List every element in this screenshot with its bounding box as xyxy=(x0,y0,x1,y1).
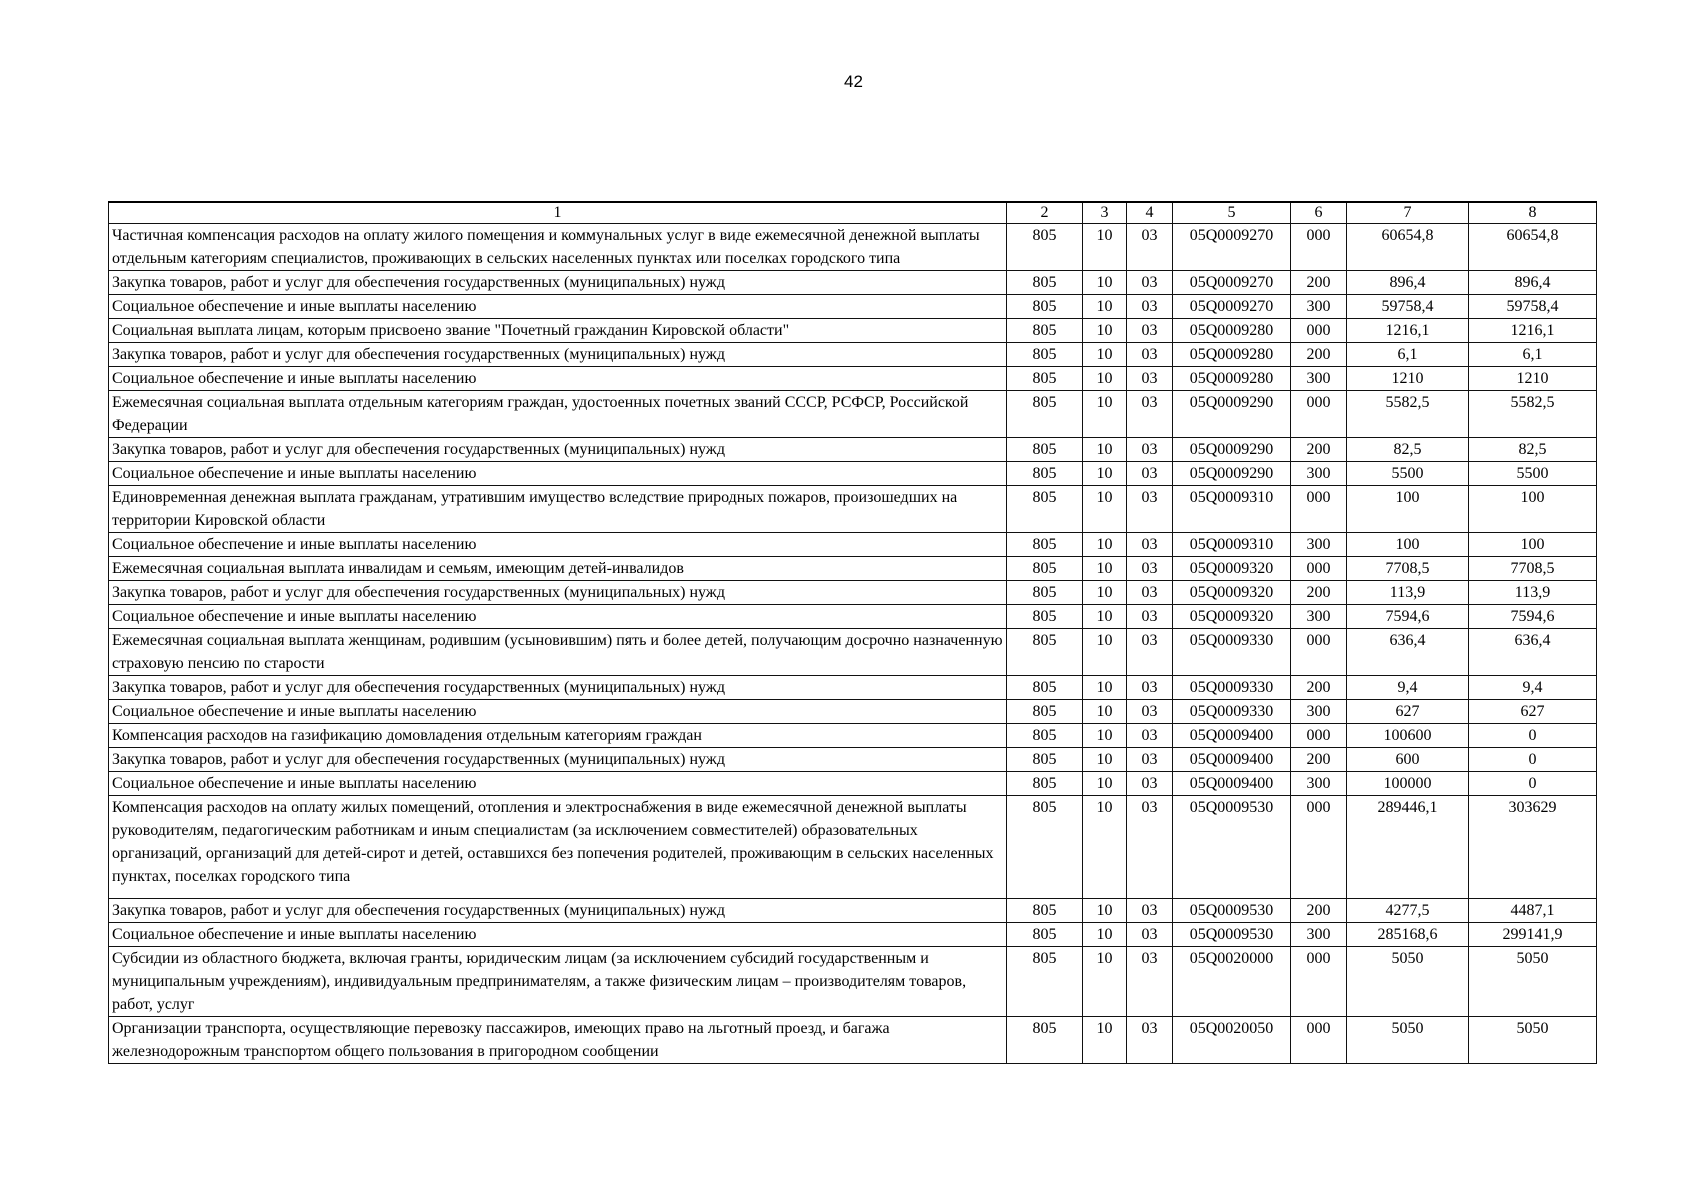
table-row xyxy=(109,700,1597,724)
expense-type-cell: 300 xyxy=(1291,700,1347,724)
expense-type-cell: 200 xyxy=(1291,438,1347,462)
expense-type-cell: 000 xyxy=(1291,319,1347,343)
header-cell: 6 xyxy=(1291,202,1347,224)
section-cell: 10 xyxy=(1083,295,1127,319)
section-cell: 10 xyxy=(1083,923,1127,947)
section-cell: 10 xyxy=(1083,629,1127,676)
section-cell: 10 xyxy=(1083,462,1127,486)
table-row xyxy=(109,947,1597,1017)
amount-cell: 100 xyxy=(1469,486,1597,533)
amount-cell: 60654,8 xyxy=(1347,224,1469,271)
amount-cell: 5050 xyxy=(1469,947,1597,1017)
admin-code-cell: 805 xyxy=(1007,295,1083,319)
subsection-cell: 03 xyxy=(1127,391,1173,438)
section-cell: 10 xyxy=(1083,676,1127,700)
expense-type-cell: 300 xyxy=(1291,772,1347,796)
subsection-cell: 03 xyxy=(1127,1017,1173,1064)
table-row xyxy=(109,796,1597,899)
admin-code-cell: 805 xyxy=(1007,796,1083,899)
admin-code-cell: 805 xyxy=(1007,367,1083,391)
admin-code-cell: 805 xyxy=(1007,748,1083,772)
target-article-cell: 05Q0009330 xyxy=(1173,629,1291,676)
admin-code-cell: 805 xyxy=(1007,676,1083,700)
amount-cell: 627 xyxy=(1347,700,1469,724)
section-cell: 10 xyxy=(1083,899,1127,923)
expense-type-cell: 000 xyxy=(1291,947,1347,1017)
amount-cell: 896,4 xyxy=(1347,271,1469,295)
table-row xyxy=(109,676,1597,700)
section-cell: 10 xyxy=(1083,319,1127,343)
section-cell: 10 xyxy=(1083,557,1127,581)
admin-code-cell: 805 xyxy=(1007,557,1083,581)
target-article-cell: 05Q0009530 xyxy=(1173,923,1291,947)
amount-cell: 5500 xyxy=(1347,462,1469,486)
table-row xyxy=(109,724,1597,748)
row-name-cell: Единовременная денежная выплата гражданам, утратившим имущество вследствие природных пожаров, произошедших на территории Кировской области xyxy=(109,486,1007,533)
row-name-cell: Закупка товаров, работ и услуг для обеспечения государственных (муниципальных) нужд xyxy=(109,271,1007,295)
row-name-cell: Социальное обеспечение и иные выплаты населению xyxy=(109,923,1007,947)
subsection-cell: 03 xyxy=(1127,724,1173,748)
expense-type-cell: 000 xyxy=(1291,796,1347,899)
admin-code-cell: 805 xyxy=(1007,605,1083,629)
section-cell: 10 xyxy=(1083,772,1127,796)
table-row xyxy=(109,605,1597,629)
target-article-cell: 05Q0009310 xyxy=(1173,486,1291,533)
amount-cell: 600 xyxy=(1347,748,1469,772)
table-row xyxy=(109,319,1597,343)
amount-cell: 7708,5 xyxy=(1347,557,1469,581)
amount-cell: 1216,1 xyxy=(1347,319,1469,343)
section-cell: 10 xyxy=(1083,486,1127,533)
table-row xyxy=(109,438,1597,462)
row-name-cell: Закупка товаров, работ и услуг для обеспечения государственных (муниципальных) нужд xyxy=(109,676,1007,700)
section-cell: 10 xyxy=(1083,605,1127,629)
section-cell: 10 xyxy=(1083,700,1127,724)
admin-code-cell: 805 xyxy=(1007,772,1083,796)
row-name-cell: Частичная компенсация расходов на оплату жилого помещения и коммунальных услуг в виде ежемесячной денежной выплаты отдельным категориям специалистов, проживающих в сельских населенных пунктах или поселках городского типа xyxy=(109,224,1007,271)
target-article-cell: 05Q0009400 xyxy=(1173,772,1291,796)
target-article-cell: 05Q0009310 xyxy=(1173,533,1291,557)
target-article-cell: 05Q0009290 xyxy=(1173,391,1291,438)
subsection-cell: 03 xyxy=(1127,557,1173,581)
subsection-cell: 03 xyxy=(1127,295,1173,319)
row-name-cell: Организации транспорта, осуществляющие перевозку пассажиров, имеющих право на льготный проезд, и багажа железнодорожным транспортом общего пользования в пригородном сообщении xyxy=(109,1017,1007,1064)
target-article-cell: 05Q0009280 xyxy=(1173,343,1291,367)
table-row xyxy=(109,772,1597,796)
target-article-cell: 05Q0009280 xyxy=(1173,367,1291,391)
table-row xyxy=(109,343,1597,367)
amount-cell: 299141,9 xyxy=(1469,923,1597,947)
amount-cell: 285168,6 xyxy=(1347,923,1469,947)
target-article-cell: 05Q0009320 xyxy=(1173,605,1291,629)
amount-cell: 303629 xyxy=(1469,796,1597,899)
amount-cell: 5582,5 xyxy=(1469,391,1597,438)
amount-cell: 100 xyxy=(1347,533,1469,557)
row-name-cell: Закупка товаров, работ и услуг для обеспечения государственных (муниципальных) нужд xyxy=(109,438,1007,462)
amount-cell: 59758,4 xyxy=(1347,295,1469,319)
header-cell: 5 xyxy=(1173,202,1291,224)
row-name-cell: Закупка товаров, работ и услуг для обеспечения государственных (муниципальных) нужд xyxy=(109,899,1007,923)
page-number: 42 xyxy=(844,72,863,91)
row-name-cell: Социальное обеспечение и иные выплаты населению xyxy=(109,367,1007,391)
expense-type-cell: 200 xyxy=(1291,271,1347,295)
target-article-cell: 05Q0009320 xyxy=(1173,581,1291,605)
table-row xyxy=(109,557,1597,581)
admin-code-cell: 805 xyxy=(1007,923,1083,947)
header-cell: 3 xyxy=(1083,202,1127,224)
admin-code-cell: 805 xyxy=(1007,533,1083,557)
target-article-cell: 05Q0009400 xyxy=(1173,748,1291,772)
admin-code-cell: 805 xyxy=(1007,700,1083,724)
subsection-cell: 03 xyxy=(1127,462,1173,486)
expense-type-cell: 300 xyxy=(1291,295,1347,319)
target-article-cell: 05Q0009330 xyxy=(1173,676,1291,700)
target-article-cell: 05Q0020000 xyxy=(1173,947,1291,1017)
amount-cell: 113,9 xyxy=(1469,581,1597,605)
expense-type-cell: 000 xyxy=(1291,1017,1347,1064)
subsection-cell: 03 xyxy=(1127,367,1173,391)
amount-cell: 289446,1 xyxy=(1347,796,1469,899)
table-row xyxy=(109,629,1597,676)
target-article-cell: 05Q0009290 xyxy=(1173,438,1291,462)
table-row xyxy=(109,462,1597,486)
target-article-cell: 05Q0009530 xyxy=(1173,796,1291,899)
subsection-cell: 03 xyxy=(1127,796,1173,899)
row-name-cell: Закупка товаров, работ и услуг для обеспечения государственных (муниципальных) нужд xyxy=(109,581,1007,605)
amount-cell: 5582,5 xyxy=(1347,391,1469,438)
amount-cell: 82,5 xyxy=(1469,438,1597,462)
admin-code-cell: 805 xyxy=(1007,391,1083,438)
header-cell: 7 xyxy=(1347,202,1469,224)
amount-cell: 1210 xyxy=(1347,367,1469,391)
subsection-cell: 03 xyxy=(1127,899,1173,923)
expense-type-cell: 300 xyxy=(1291,367,1347,391)
admin-code-cell: 805 xyxy=(1007,947,1083,1017)
row-name-cell: Ежемесячная социальная выплата женщинам, родившим (усыновившим) пять и более детей, получающим досрочно назначенную страховую пенсию по старости xyxy=(109,629,1007,676)
amount-cell: 7708,5 xyxy=(1469,557,1597,581)
row-name-cell: Закупка товаров, работ и услуг для обеспечения государственных (муниципальных) нужд xyxy=(109,343,1007,367)
amount-cell: 0 xyxy=(1469,772,1597,796)
admin-code-cell: 805 xyxy=(1007,462,1083,486)
section-cell: 10 xyxy=(1083,343,1127,367)
admin-code-cell: 805 xyxy=(1007,899,1083,923)
expense-type-cell: 000 xyxy=(1291,557,1347,581)
admin-code-cell: 805 xyxy=(1007,486,1083,533)
target-article-cell: 05Q0009270 xyxy=(1173,224,1291,271)
expense-type-cell: 200 xyxy=(1291,676,1347,700)
section-cell: 10 xyxy=(1083,438,1127,462)
section-cell: 10 xyxy=(1083,224,1127,271)
target-article-cell: 05Q0009320 xyxy=(1173,557,1291,581)
subsection-cell: 03 xyxy=(1127,343,1173,367)
amount-cell: 9,4 xyxy=(1347,676,1469,700)
row-name-cell: Социальное обеспечение и иные выплаты населению xyxy=(109,295,1007,319)
amount-cell: 627 xyxy=(1469,700,1597,724)
row-name-cell: Социальное обеспечение и иные выплаты населению xyxy=(109,605,1007,629)
target-article-cell: 05Q0009400 xyxy=(1173,724,1291,748)
table-row xyxy=(109,391,1597,438)
amount-cell: 5050 xyxy=(1347,1017,1469,1064)
expense-type-cell: 300 xyxy=(1291,462,1347,486)
section-cell: 10 xyxy=(1083,391,1127,438)
row-name-cell: Компенсация расходов на газификацию домовладения отдельным категориям граждан xyxy=(109,724,1007,748)
target-article-cell: 05Q0009280 xyxy=(1173,319,1291,343)
section-cell: 10 xyxy=(1083,533,1127,557)
expense-type-cell: 300 xyxy=(1291,923,1347,947)
amount-cell: 5050 xyxy=(1347,947,1469,1017)
expense-type-cell: 000 xyxy=(1291,224,1347,271)
admin-code-cell: 805 xyxy=(1007,271,1083,295)
admin-code-cell: 805 xyxy=(1007,224,1083,271)
row-name-cell: Ежемесячная социальная выплата отдельным категориям граждан, удостоенных почетных званий СССР, РСФСР, Российской Федерации xyxy=(109,391,1007,438)
expense-type-cell: 200 xyxy=(1291,899,1347,923)
subsection-cell: 03 xyxy=(1127,438,1173,462)
table-row xyxy=(109,367,1597,391)
subsection-cell: 03 xyxy=(1127,486,1173,533)
amount-cell: 636,4 xyxy=(1347,629,1469,676)
table-row xyxy=(109,486,1597,533)
expense-type-cell: 200 xyxy=(1291,343,1347,367)
amount-cell: 100000 xyxy=(1347,772,1469,796)
table-row xyxy=(109,899,1597,923)
amount-cell: 5500 xyxy=(1469,462,1597,486)
amount-cell: 1216,1 xyxy=(1469,319,1597,343)
amount-cell: 1210 xyxy=(1469,367,1597,391)
row-name-cell: Социальная выплата лицам, которым присвоено звание "Почетный гражданин Кировской области" xyxy=(109,319,1007,343)
amount-cell: 100 xyxy=(1347,486,1469,533)
subsection-cell: 03 xyxy=(1127,923,1173,947)
expense-type-cell: 300 xyxy=(1291,605,1347,629)
row-name-cell: Ежемесячная социальная выплата инвалидам и семьям, имеющим детей-инвалидов xyxy=(109,557,1007,581)
admin-code-cell: 805 xyxy=(1007,438,1083,462)
subsection-cell: 03 xyxy=(1127,947,1173,1017)
target-article-cell: 05Q0009270 xyxy=(1173,271,1291,295)
expense-type-cell: 200 xyxy=(1291,748,1347,772)
subsection-cell: 03 xyxy=(1127,533,1173,557)
expense-type-cell: 000 xyxy=(1291,629,1347,676)
admin-code-cell: 805 xyxy=(1007,343,1083,367)
target-article-cell: 05Q0009270 xyxy=(1173,295,1291,319)
table-row xyxy=(109,271,1597,295)
row-name-cell: Компенсация расходов на оплату жилых помещений, отопления и электроснабжения в виде ежемесячной денежной выплаты руководителям, педагогическим работникам и иным специалистам (за исключением совместителей) образовательных организаций, организаций для детей-сирот и детей, оставшихся без попечения родителей, проживающим в сельских населенных пунктах, поселках городского типа xyxy=(109,796,1007,899)
subsection-cell: 03 xyxy=(1127,605,1173,629)
subsection-cell: 03 xyxy=(1127,271,1173,295)
table-body xyxy=(109,224,1597,1064)
header-cell: 2 xyxy=(1007,202,1083,224)
table-row xyxy=(109,923,1597,947)
subsection-cell: 03 xyxy=(1127,772,1173,796)
section-cell: 10 xyxy=(1083,796,1127,899)
subsection-cell: 03 xyxy=(1127,224,1173,271)
target-article-cell: 05Q0009290 xyxy=(1173,462,1291,486)
admin-code-cell: 805 xyxy=(1007,581,1083,605)
section-cell: 10 xyxy=(1083,724,1127,748)
amount-cell: 60654,8 xyxy=(1469,224,1597,271)
amount-cell: 7594,6 xyxy=(1469,605,1597,629)
target-article-cell: 05Q0009530 xyxy=(1173,899,1291,923)
amount-cell: 6,1 xyxy=(1469,343,1597,367)
amount-cell: 6,1 xyxy=(1347,343,1469,367)
section-cell: 10 xyxy=(1083,271,1127,295)
subsection-cell: 03 xyxy=(1127,629,1173,676)
amount-cell: 113,9 xyxy=(1347,581,1469,605)
section-cell: 10 xyxy=(1083,581,1127,605)
admin-code-cell: 805 xyxy=(1007,1017,1083,1064)
admin-code-cell: 805 xyxy=(1007,629,1083,676)
header-cell: 8 xyxy=(1469,202,1597,224)
subsection-cell: 03 xyxy=(1127,676,1173,700)
row-name-cell: Социальное обеспечение и иные выплаты населению xyxy=(109,772,1007,796)
header-cell: 4 xyxy=(1127,202,1173,224)
row-name-cell: Субсидии из областного бюджета, включая гранты, юридическим лицам (за исключением субсидий государственным и муниципальным учреждениям), индивидуальным предпринимателям, а также физическим лицам – производителям товаров, работ, услуг xyxy=(109,947,1007,1017)
section-cell: 10 xyxy=(1083,367,1127,391)
amount-cell: 82,5 xyxy=(1347,438,1469,462)
amount-cell: 896,4 xyxy=(1469,271,1597,295)
amount-cell: 5050 xyxy=(1469,1017,1597,1064)
amount-cell: 4277,5 xyxy=(1347,899,1469,923)
table-row xyxy=(109,1017,1597,1064)
row-name-cell: Социальное обеспечение и иные выплаты населению xyxy=(109,533,1007,557)
subsection-cell: 03 xyxy=(1127,581,1173,605)
row-name-cell: Социальное обеспечение и иные выплаты населению xyxy=(109,462,1007,486)
subsection-cell: 03 xyxy=(1127,748,1173,772)
admin-code-cell: 805 xyxy=(1007,319,1083,343)
admin-code-cell: 805 xyxy=(1007,724,1083,748)
target-article-cell: 05Q0020050 xyxy=(1173,1017,1291,1064)
expense-type-cell: 300 xyxy=(1291,533,1347,557)
section-cell: 10 xyxy=(1083,748,1127,772)
amount-cell: 100 xyxy=(1469,533,1597,557)
row-name-cell: Социальное обеспечение и иные выплаты населению xyxy=(109,700,1007,724)
expense-type-cell: 200 xyxy=(1291,581,1347,605)
subsection-cell: 03 xyxy=(1127,319,1173,343)
amount-cell: 0 xyxy=(1469,724,1597,748)
amount-cell: 100600 xyxy=(1347,724,1469,748)
amount-cell: 636,4 xyxy=(1469,629,1597,676)
header-cell: 1 xyxy=(109,202,1007,224)
amount-cell: 9,4 xyxy=(1469,676,1597,700)
table-row xyxy=(109,295,1597,319)
expense-type-cell: 000 xyxy=(1291,724,1347,748)
table-header-row xyxy=(109,202,1597,224)
subsection-cell: 03 xyxy=(1127,700,1173,724)
table-row xyxy=(109,533,1597,557)
expense-type-cell: 000 xyxy=(1291,486,1347,533)
amount-cell: 7594,6 xyxy=(1347,605,1469,629)
amount-cell: 4487,1 xyxy=(1469,899,1597,923)
amount-cell: 59758,4 xyxy=(1469,295,1597,319)
section-cell: 10 xyxy=(1083,1017,1127,1064)
table-row xyxy=(109,748,1597,772)
table-row xyxy=(109,224,1597,271)
row-name-cell: Закупка товаров, работ и услуг для обеспечения государственных (муниципальных) нужд xyxy=(109,748,1007,772)
budget-table xyxy=(108,201,1597,1064)
amount-cell: 0 xyxy=(1469,748,1597,772)
section-cell: 10 xyxy=(1083,947,1127,1017)
expense-type-cell: 000 xyxy=(1291,391,1347,438)
table-row xyxy=(109,581,1597,605)
target-article-cell: 05Q0009330 xyxy=(1173,700,1291,724)
